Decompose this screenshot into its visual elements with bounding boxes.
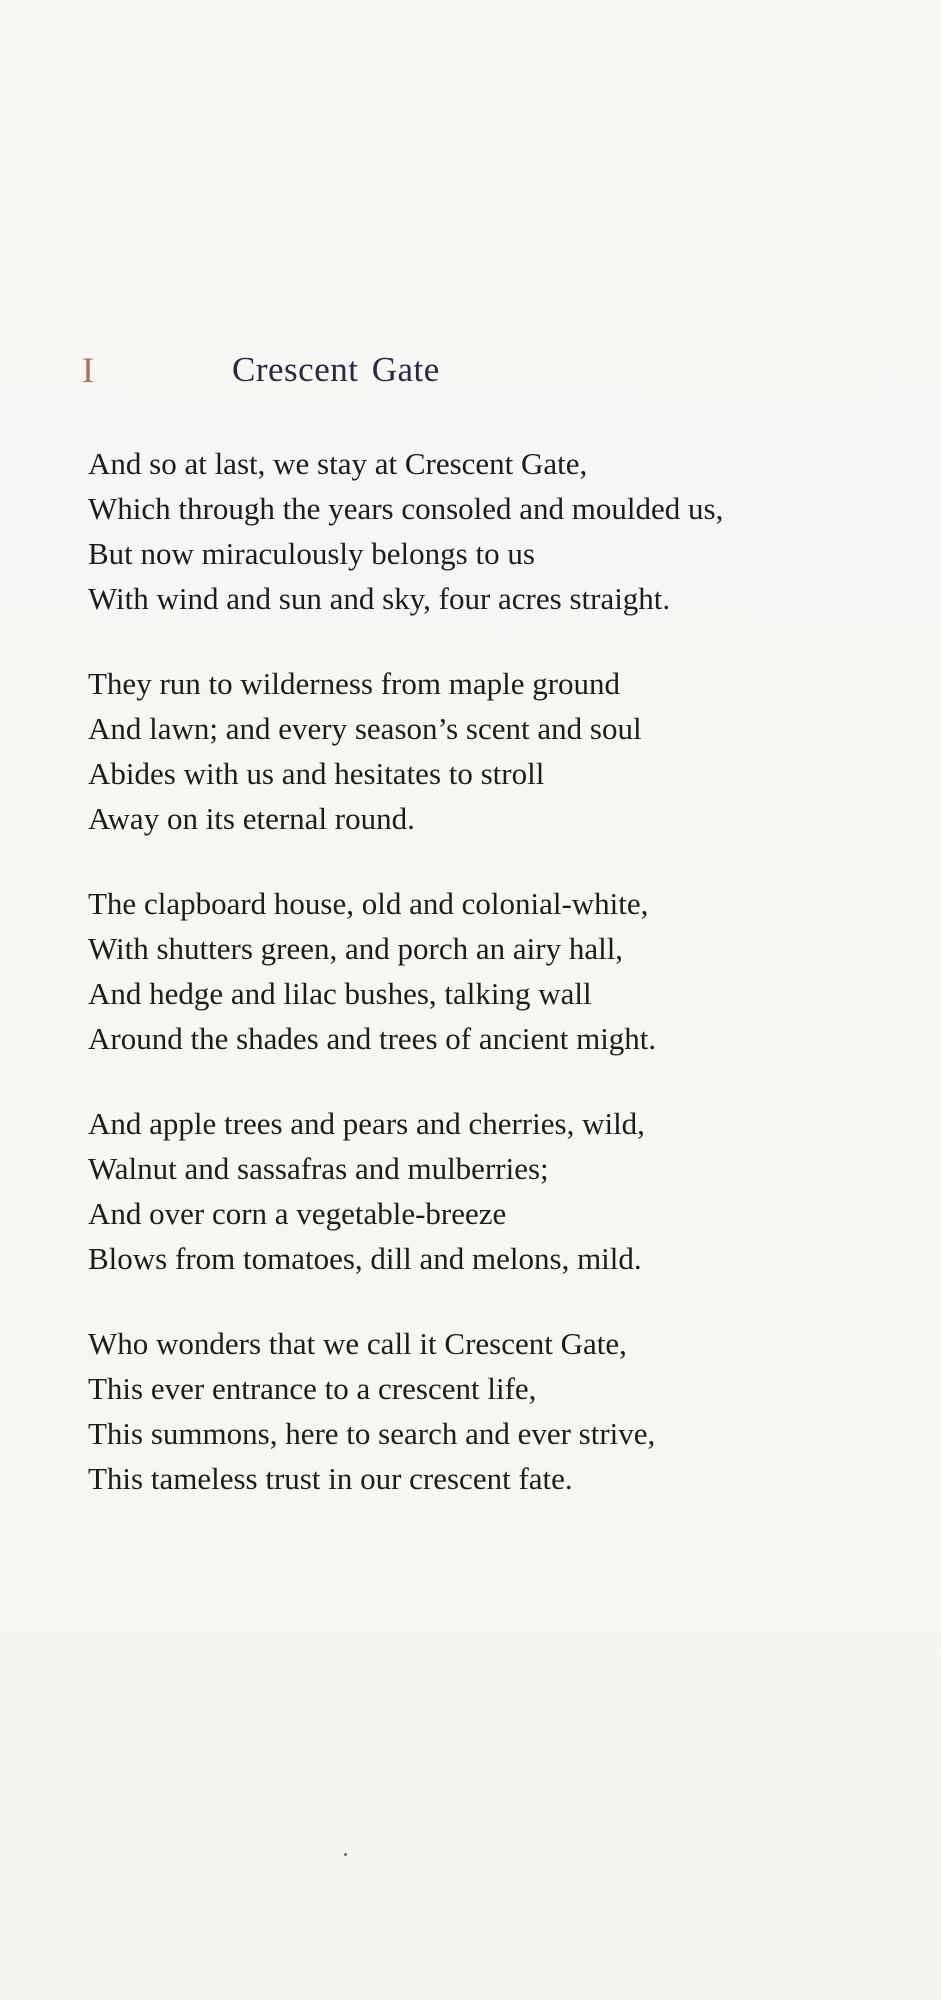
poem-heading [0,346,941,394]
poem-line: This tameless trust in our crescent fate. [88,1461,573,1496]
poem-line: And lawn; and every season’s scent and soul [88,711,642,746]
stanza-5 [88,1321,888,1501]
stanza-4 [88,1101,888,1281]
poem-line: And apple trees and pears and cherries, wild, [88,1106,645,1141]
section-numeral: I [82,350,94,390]
poem-line: With shutters green, and porch an airy hall, [88,931,624,966]
poem-line: And so at last, we stay at Crescent Gate, [88,446,588,481]
poem-line: Which through the years consoled and moulded us, [88,491,724,526]
poem-body [88,441,888,1541]
poem-line: This summons, here to search and ever strive, [88,1416,656,1451]
poem-line: But now miraculously belongs to us [88,536,535,571]
stanza-3 [88,881,888,1061]
poem-line: And hedge and lilac bushes, talking wall [88,976,592,1011]
poem-line: And over corn a vegetable-breeze [88,1196,507,1231]
poem-line: Blows from tomatoes, dill and melons, mild. [88,1241,642,1276]
poem-line: With wind and sun and sky, four acres straight. [88,581,671,616]
poem-line: They run to wilderness from maple ground [88,666,621,701]
poem-line: Walnut and sassafras and mulberries; [88,1151,549,1186]
paper-speck [344,1853,347,1856]
poem-line: Who wonders that we call it Crescent Gate, [88,1326,627,1361]
poem-line: The clapboard house, old and colonial-white, [88,886,649,921]
poem-line: This ever entrance to a crescent life, [88,1371,537,1406]
poem-line: Abides with us and hesitates to stroll [88,756,545,791]
poem-line: Away on its eternal round. [88,801,415,836]
stanza-2 [88,661,888,841]
stanza-1 [88,441,888,621]
poem-line: Around the shades and trees of ancient might. [88,1021,657,1056]
poem-title: Crescent Gate [232,350,440,389]
